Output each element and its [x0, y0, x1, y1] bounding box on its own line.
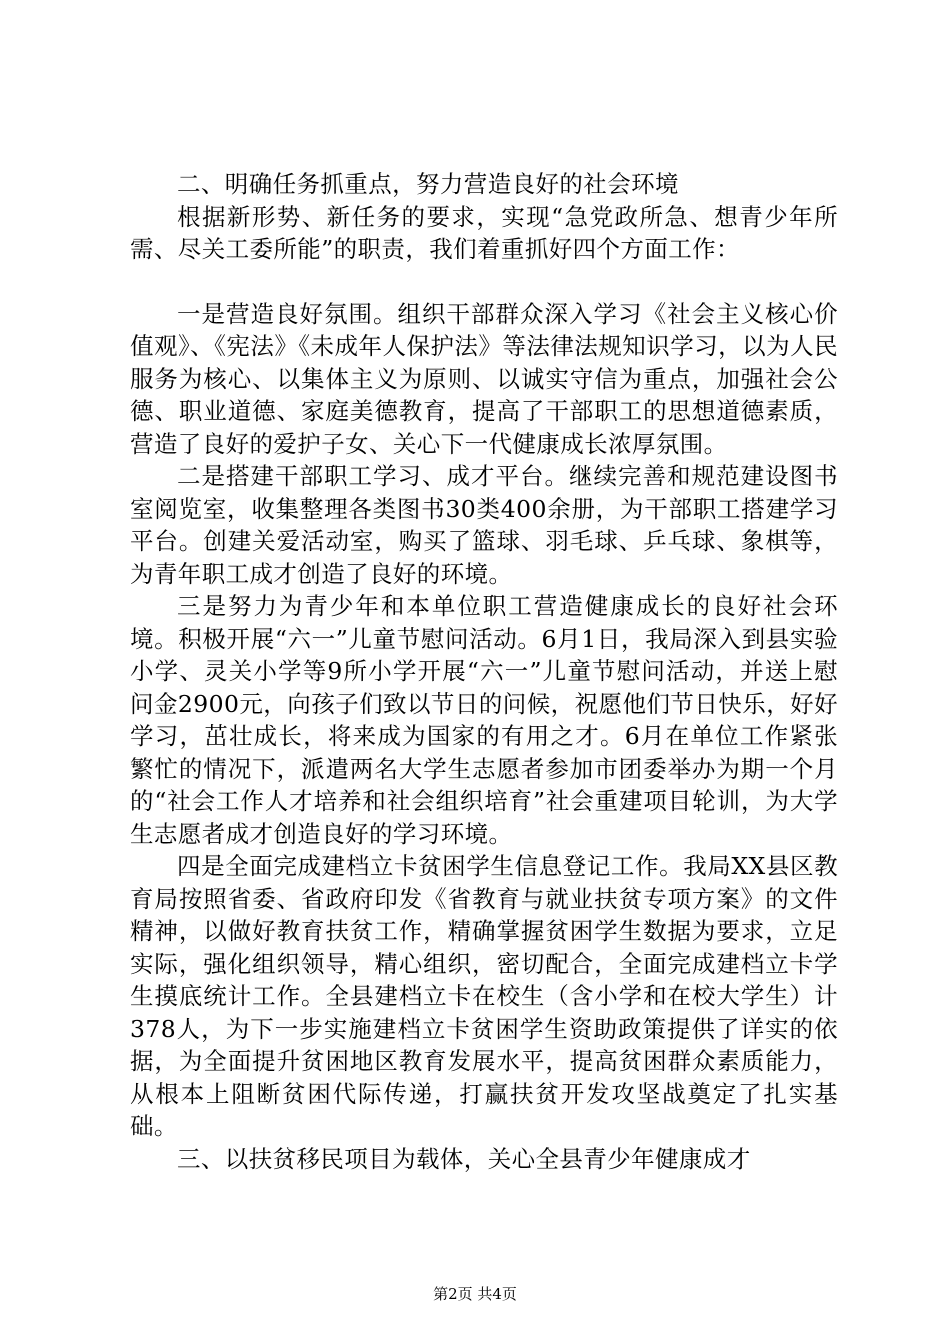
document-body	[130, 168, 838, 1175]
page-number-label: 第2页 共4页	[433, 1285, 517, 1303]
section-heading-3: 三、以扶贫移民项目为载体，关心全县青少年健康成才	[177, 1144, 751, 1173]
paragraph-item-2: 二是搭建干部职工学习、成才平台。继续完善和规范建设图书室阅览室，收集整理各类图书30类400余册，为干部职工搭建学习平台。创建关爱活动室，购买了篮球、羽毛球、乒乓球、象棋等，为青年职工成才创造了良好的环境。	[130, 462, 838, 588]
intro-paragraph: 根据新形势、新任务的要求，实现“急党政所急、想青少年所需、尽关工委所能”的职责，我们着重抓好四个方面工作：	[130, 202, 838, 263]
page-footer	[0, 1284, 950, 1304]
paragraph-item-3: 三是努力为青少年和本单位职工营造健康成长的良好社会环境。积极开展“六一”儿童节慰问活动。6月1日，我局深入到县实验小学、灵关小学等9所小学开展“六一”儿童节慰问活动，并送上慰问金2900元，向孩子们致以节日的问候，祝愿他们节日快乐，好好学习，茁壮成长，将来成为国家的有用之才。6月在单位工作紧张繁忙的情况下，派遣两名大学生志愿者参加市团委举办为期一个月的“社会工作人才培养和社会组织培育”社会重建项目轮训，为大学生志愿者成才创造良好的学习环境。	[130, 592, 838, 848]
paragraph-item-1: 一是营造良好氛围。组织干部群众深入学习《社会主义核心价值观》、《宪法》《未成年人保护法》等法律法规知识学习，以为人民服务为核心、以集体主义为原则、以诚实守信为重点，加强社会公德、职业道德、家庭美德教育，提高了干部职工的思想道德素质，营造了良好的爱护子女、关心下一代健康成长浓厚氛围。	[130, 299, 838, 458]
paragraph-item-4: 四是全面完成建档立卡贫困学生信息登记工作。我局XX县区教育局按照省委、省政府印发《省教育与就业扶贫专项方案》的文件精神，以做好教育扶贫工作，精确掌握贫困学生数据为要求，立足实际，强化组织领导，精心组织，密切配合，全面完成建档立卡学生摸底统计工作。全县建档立卡在校生（含小学和在校大学生）计378人，为下一步实施建档立卡贫困学生资助政策提供了详实的依据，为全面提升贫困地区教育发展水平，提高贫困群众素质能力，从根本上阻断贫困代际传递，打赢扶贫开发攻坚战奠定了扎实基础。	[130, 852, 838, 1140]
paragraph-gap	[130, 266, 838, 298]
section-heading-2: 二、明确任务抓重点，努力营造良好的社会环境	[177, 170, 679, 198]
